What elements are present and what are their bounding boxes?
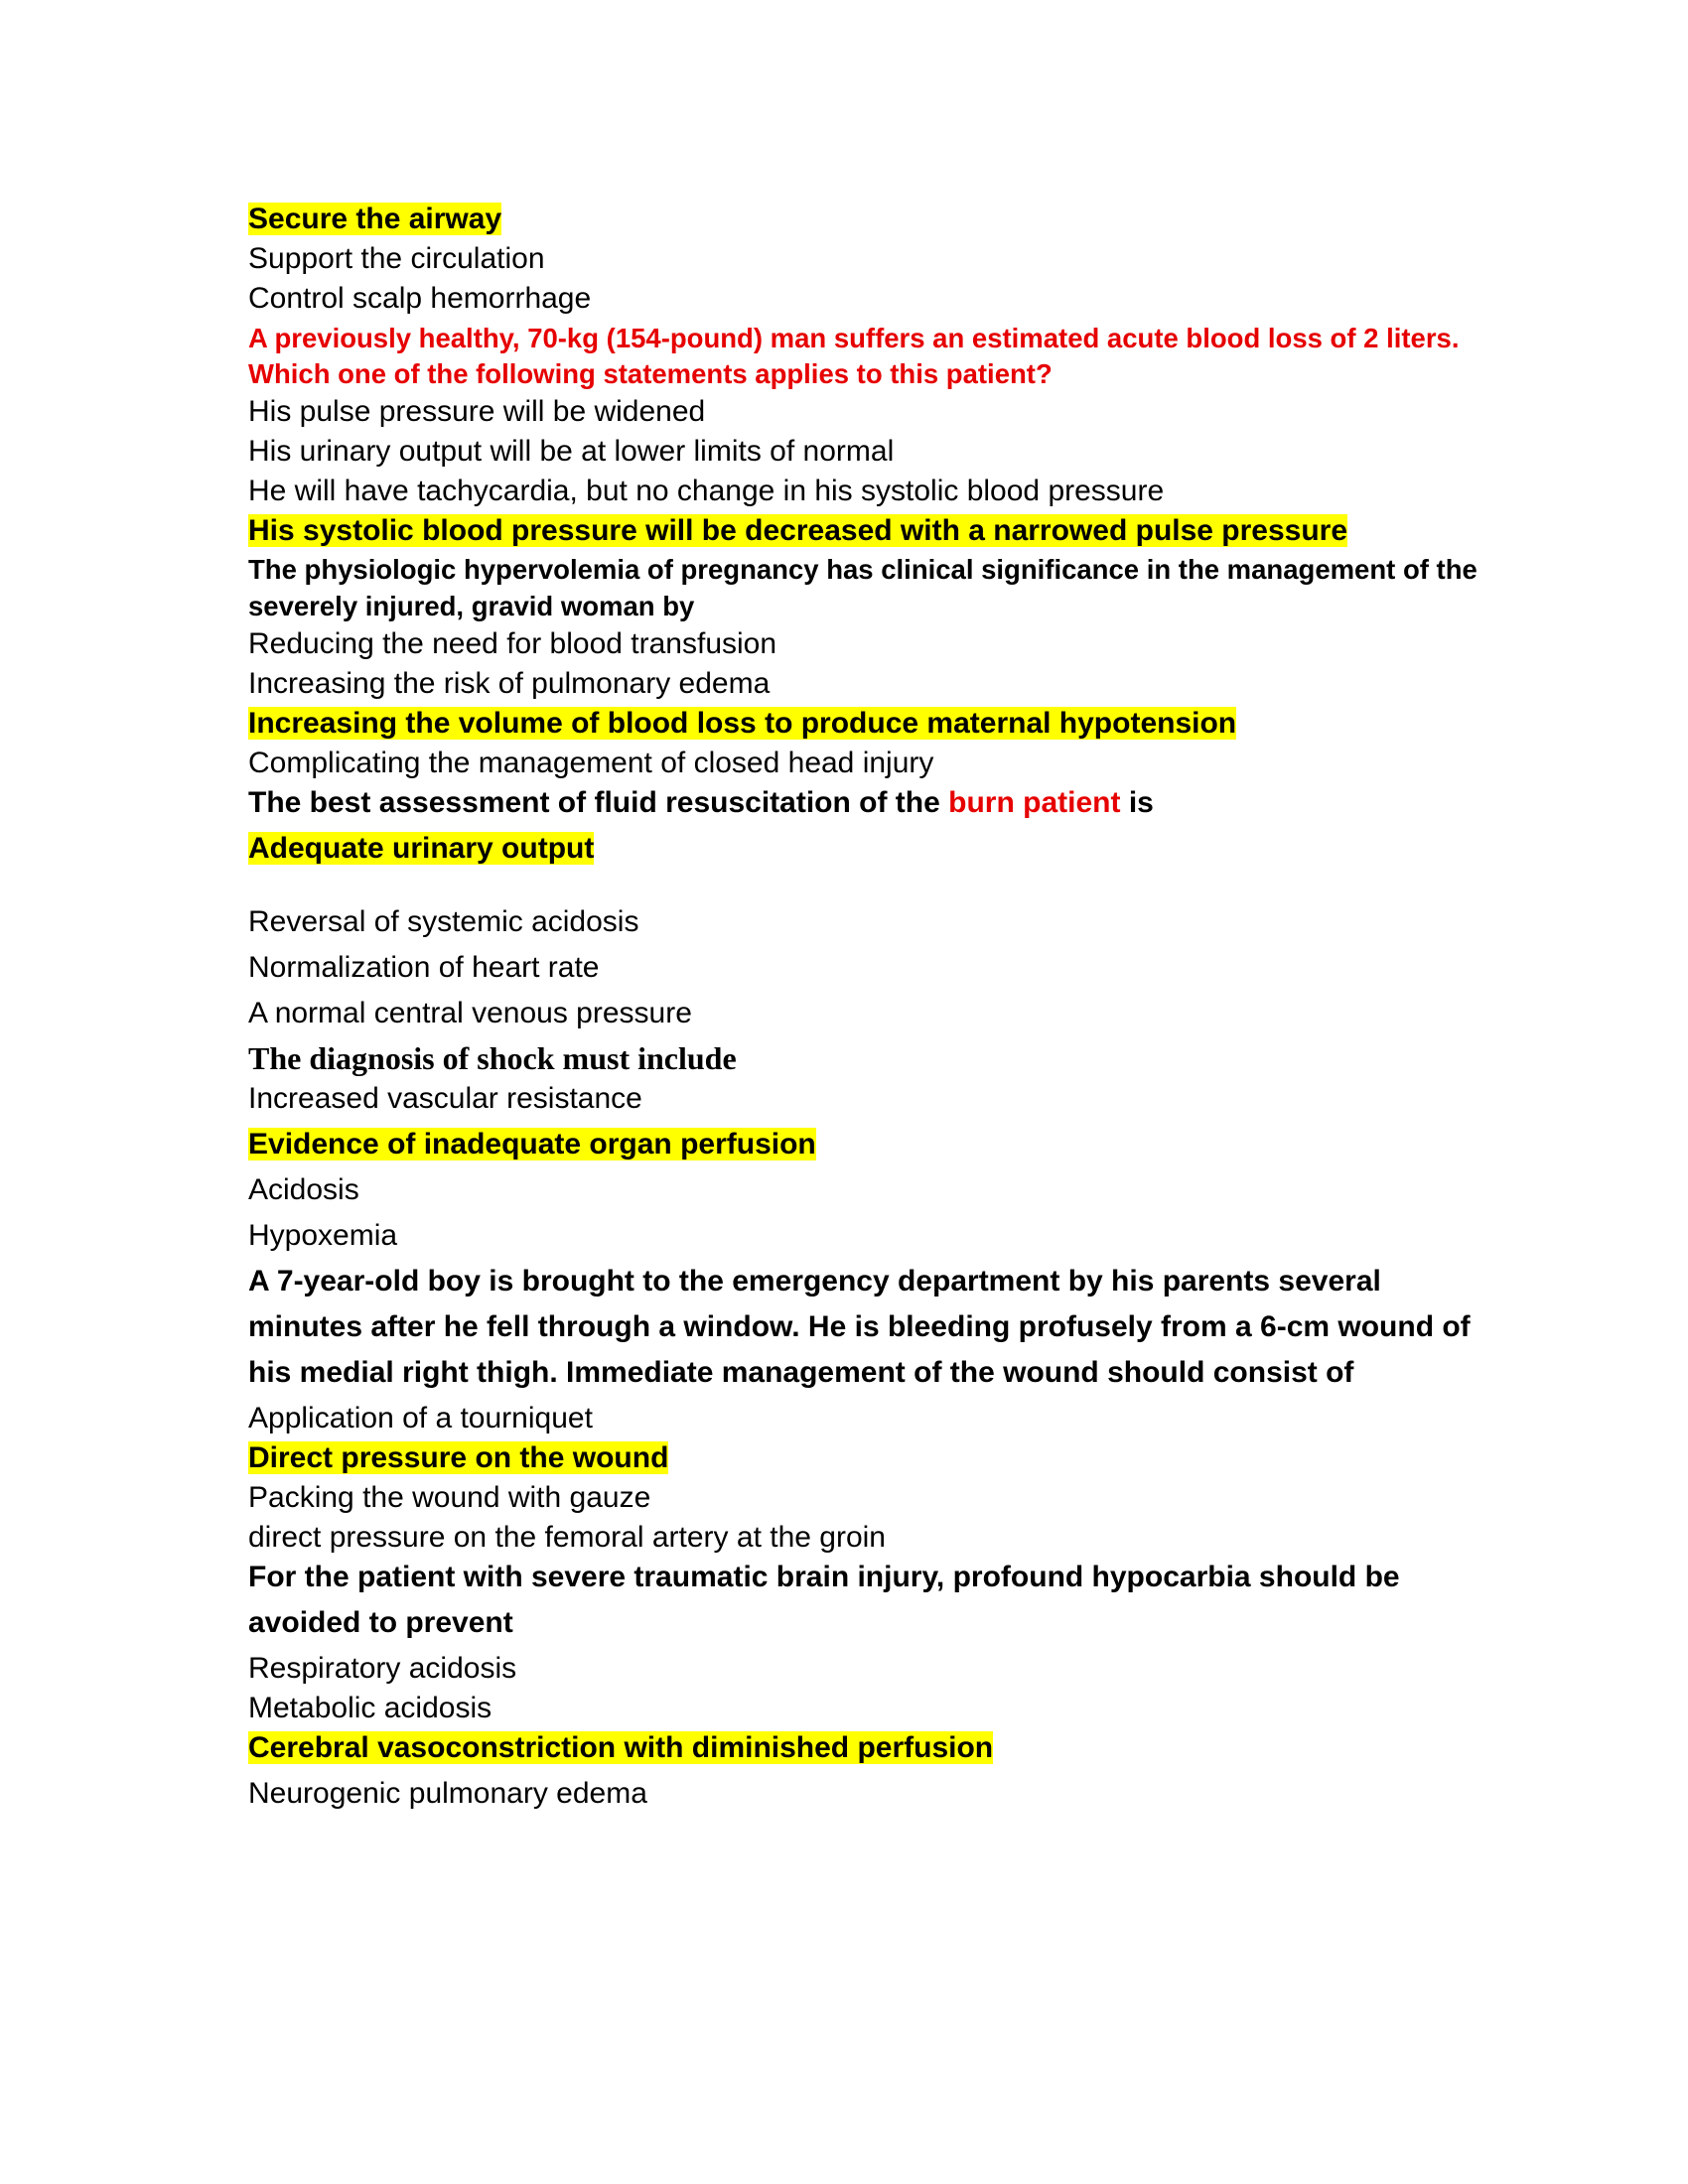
option-line: His urinary output will be at lower limits of normal (248, 435, 895, 468)
question-line: avoided to prevent (248, 1606, 513, 1639)
option-line: His pulse pressure will be widened (248, 395, 706, 428)
option-line: He will have tachycardia, but no change in his systolic blood pressure (248, 475, 1165, 507)
answer-highlighted: His systolic blood pressure will be decreased with a narrowed pulse pressure (248, 514, 1348, 547)
option-line: A normal central venous pressure (248, 997, 692, 1029)
option-line: Hypoxemia (248, 1219, 398, 1252)
answer-highlighted: Cerebral vasoconstriction with diminished perfusion (248, 1731, 994, 1764)
option-line: Packing the wound with gauze (248, 1481, 651, 1514)
question-line: The physiologic hypervolemia of pregnancy has clinical significance in the management of the (248, 554, 1477, 585)
question-line: A 7-year-old boy is brought to the emergency department by his parents several (248, 1265, 1381, 1297)
option-line: Increasing the risk of pulmonary edema (248, 667, 771, 700)
option-line: Respiratory acidosis (248, 1652, 517, 1685)
option-line: Neurogenic pulmonary edema (248, 1777, 647, 1810)
question-serif: The diagnosis of shock must include (248, 1040, 737, 1076)
answer-highlighted: Adequate urinary output (248, 832, 595, 865)
option-line: Application of a tourniquet (248, 1402, 593, 1434)
option-line: Metabolic acidosis (248, 1692, 492, 1724)
option-line: Acidosis (248, 1173, 359, 1206)
option-line: Increased vascular resistance (248, 1082, 642, 1115)
question-line: The best assessment of fluid resuscitation of the burn patient is (248, 786, 1154, 819)
question-line: his medial right thigh. Immediate management of the wound should consist of (248, 1356, 1354, 1389)
answer-highlighted: Direct pressure on the wound (248, 1441, 669, 1474)
answer-highlighted: Evidence of inadequate organ perfusion (248, 1128, 816, 1160)
answer-highlighted: Increasing the volume of blood loss to produce maternal hypotension (248, 707, 1237, 740)
option-line: Complicating the management of closed head injury (248, 747, 934, 779)
question-line: For the patient with severe traumatic brain injury, profound hypocarbia should be (248, 1561, 1400, 1593)
option-line: Control scalp hemorrhage (248, 282, 592, 315)
red-phrase: burn patient (948, 786, 1121, 819)
option-line: direct pressure on the femoral artery at the groin (248, 1521, 886, 1554)
question-red: A previously healthy, 70-kg (154-pound) man suffers an estimated acute blood loss of 2 liters. (248, 323, 1460, 353)
option-line: Reversal of systemic acidosis (248, 905, 639, 938)
answer-highlighted: Secure the airway (248, 203, 502, 235)
option-line: Support the circulation (248, 242, 545, 275)
option-line: Reducing the need for blood transfusion (248, 627, 777, 660)
question-red: Which one of the following statements applies to this patient? (248, 358, 1053, 389)
question-line: minutes after he fell through a window. He is bleeding profusely from a 6-cm wound of (248, 1310, 1471, 1343)
option-line: Normalization of heart rate (248, 951, 600, 984)
question-line: severely injured, gravid woman by (248, 591, 695, 621)
